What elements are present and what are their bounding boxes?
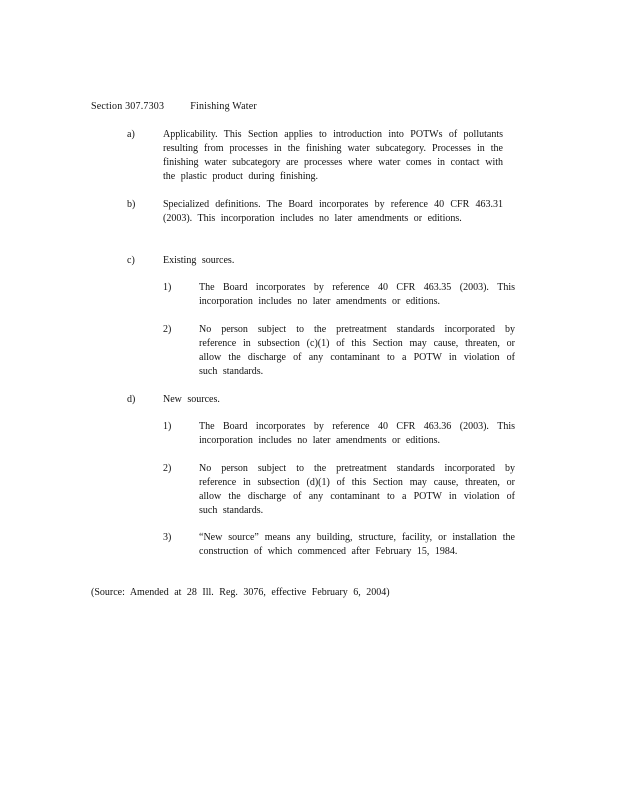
item-a-label: a) xyxy=(127,129,135,140)
item-c1-label: 1) xyxy=(163,282,172,293)
item-d-label: d) xyxy=(127,394,136,405)
item-c2-label: 2) xyxy=(163,324,172,335)
item-c-text: Existing sources. xyxy=(163,255,235,266)
item-d1-text: The Board incorporates by reference 40 CFR 463.36 (2003). This incorporation includes no later amendments or editions. xyxy=(199,421,515,446)
item-c1-text: The Board incorporates by reference 40 CFR 463.35 (2003). This incorporation includes no later amendments or editions. xyxy=(199,282,515,307)
item-b-label: b) xyxy=(127,199,136,210)
item-d2-label: 2) xyxy=(163,463,172,474)
item-b-text: Specialized definitions. The Board incorporates by reference 40 CFR 463.31 (2003). This incorporation includes no later amendments or editions. xyxy=(163,199,503,224)
section-title: Finishing Water xyxy=(190,101,257,112)
item-d2-text: No person subject to the pretreatment standards incorporated by reference in subsection (d)(1) of this Section may cause, threaten, or allow the discharge of any contaminant to a POTW in violation of such standards. xyxy=(199,463,515,516)
item-a-text: Applicability. This Section applies to introduction into POTWs of pollutants resulting from processes in the finishing water subcategory. Processes in the finishing water subcategory are processes where water comes in contact with the plastic product during finishing. xyxy=(163,129,503,182)
section-number: Section 307.7303 xyxy=(91,101,165,112)
item-d3-label: 3) xyxy=(163,532,172,543)
item-c-label: c) xyxy=(127,255,135,266)
section-heading xyxy=(91,101,257,112)
item-d3-text: “New source” means any building, structure, facility, or installation the construction of which commenced after February 15, 1984. xyxy=(199,532,515,557)
item-d-text: New sources. xyxy=(163,394,220,405)
item-c2-text: No person subject to the pretreatment standards incorporated by reference in subsection (c)(1) of this Section may cause, threaten, or allow the discharge of any contaminant to a POTW in violation of such standards. xyxy=(199,324,515,377)
source-note: (Source: Amended at 28 Ill. Reg. 3076, effective February 6, 2004) xyxy=(91,587,390,598)
item-d1-label: 1) xyxy=(163,421,172,432)
